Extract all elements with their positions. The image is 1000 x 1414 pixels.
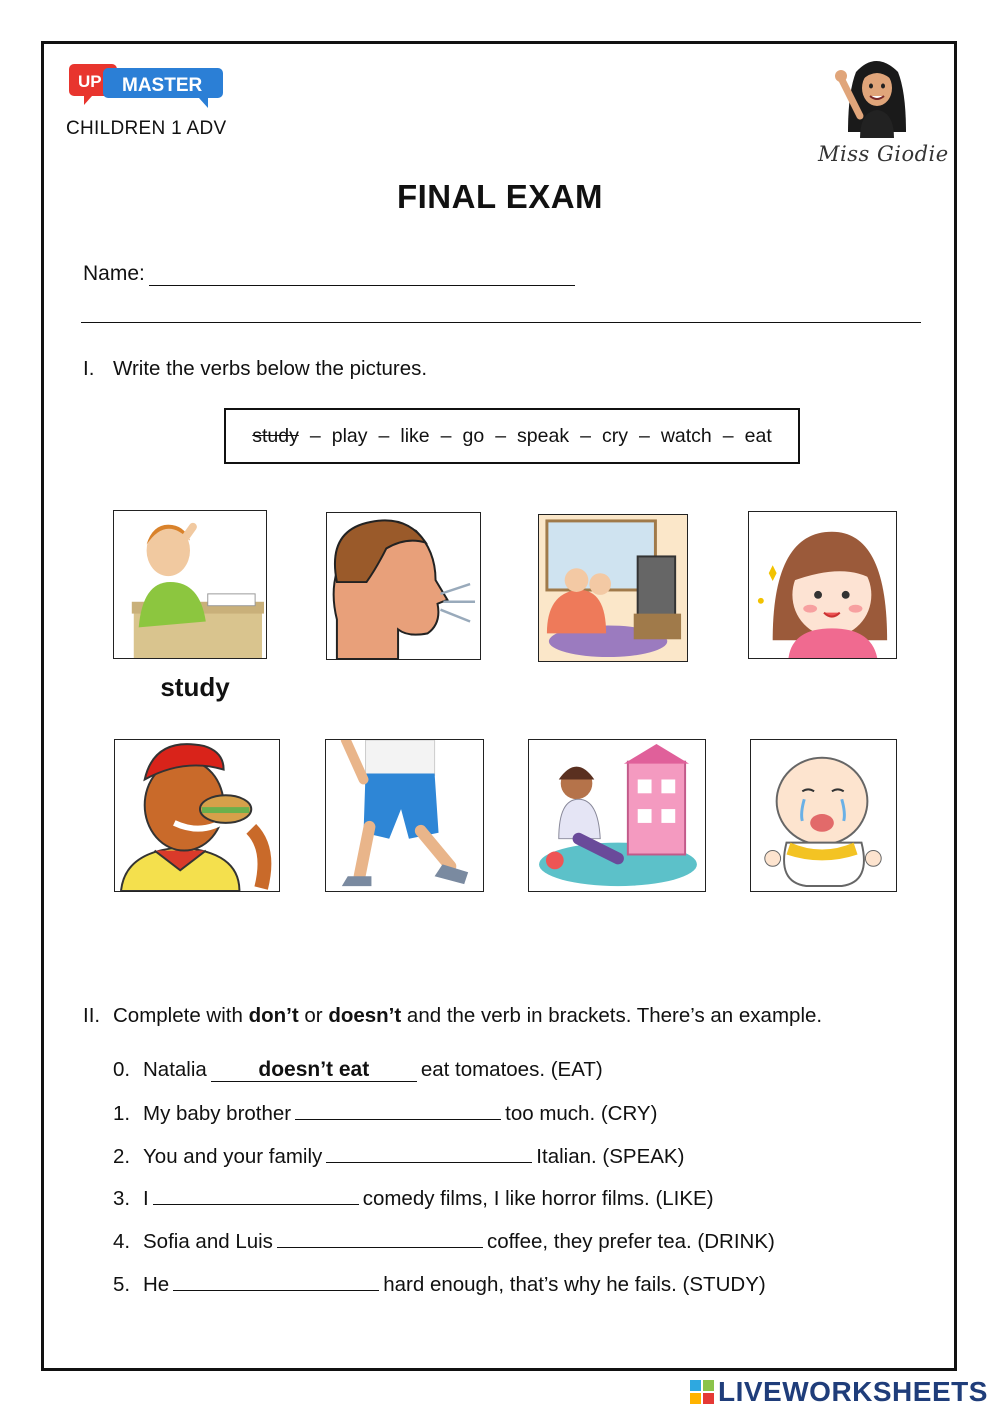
name-label: Name: [83, 262, 145, 285]
sentence-before: You and your family [143, 1145, 323, 1168]
picture-like [748, 511, 897, 659]
word-separator: – [309, 424, 321, 447]
worksheet-frame [41, 41, 957, 1371]
sentence-5 [113, 1272, 766, 1297]
word-separator: – [722, 424, 734, 447]
dont-keyword: don’t [248, 1004, 299, 1027]
picture-play [528, 739, 706, 892]
sentence-before: He [143, 1273, 170, 1296]
sentence-after: comedy films, I like horror films. (LIKE) [362, 1187, 714, 1210]
sentence-1 [113, 1101, 657, 1126]
example-answer: study [160, 672, 230, 702]
word-bank-item: watch [660, 424, 712, 447]
liveworksheets-icon [690, 1380, 716, 1406]
sentence-before: Sofia and Luis [143, 1230, 273, 1253]
sentence-number: 3. [113, 1187, 131, 1210]
sentence-after: hard enough, that’s why he fails. (STUDY) [383, 1273, 766, 1296]
answer-blank[interactable] [295, 1101, 501, 1120]
name-input-line[interactable] [149, 265, 575, 286]
sentence-after: eat tomatoes. (EAT) [420, 1058, 603, 1081]
answer-blank[interactable] [326, 1144, 532, 1163]
section-2-instruction-post: and the verb in brackets. There’s an example. [401, 1004, 823, 1027]
sentence-number: 2. [113, 1145, 131, 1168]
answer-blank[interactable] [173, 1272, 379, 1291]
word-bank-item: study [252, 424, 299, 447]
teacher-signature: Miss Giodie [818, 142, 949, 166]
picture-go [325, 739, 484, 892]
sentence-after: coffee, they prefer tea. (DRINK) [486, 1230, 775, 1253]
sentence-2 [113, 1144, 684, 1169]
sentence-number: 5. [113, 1273, 131, 1296]
sentence-0 [113, 1058, 603, 1082]
logo-up-text: UP [78, 72, 102, 91]
picture-watch [538, 514, 688, 662]
divider [81, 322, 921, 323]
liveworksheets-brand[interactable]: LIVEWORKSHEETS [718, 1376, 988, 1407]
word-separator: – [440, 424, 452, 447]
section-2-instruction-pre: Complete with [113, 1004, 249, 1027]
answer-blank[interactable] [153, 1186, 359, 1205]
course-level: CHILDREN 1 ADV [66, 118, 227, 139]
picture-eat [114, 739, 280, 892]
answer-blank[interactable] [277, 1229, 483, 1248]
section-2-heading [83, 1004, 822, 1028]
sentence-number: 0. [113, 1058, 131, 1081]
section-2-number: II. [83, 1004, 101, 1027]
sentence-4 [113, 1229, 775, 1254]
word-bank-item: eat [744, 424, 772, 447]
sentence-after: too much. (CRY) [505, 1102, 658, 1125]
name-row [83, 262, 575, 286]
word-bank-item: like [400, 424, 430, 447]
sentence-after: Italian. (SPEAK) [536, 1145, 685, 1168]
word-separator: – [378, 424, 390, 447]
word-separator: – [495, 424, 507, 447]
logo-master-text: MASTER [122, 75, 203, 96]
word-separator: – [580, 424, 591, 447]
teacher-avatar [826, 52, 926, 142]
word-bank-item: cry [601, 424, 628, 447]
word-bank-item: play [331, 424, 368, 447]
up-master-logo [68, 60, 224, 110]
sentence-number: 4. [113, 1230, 131, 1253]
section-1-number: I. [83, 357, 95, 380]
sentence-number: 1. [113, 1102, 131, 1125]
section-1-heading [83, 357, 427, 381]
word-bank-item: speak [517, 424, 570, 447]
section-1-instruction: Write the verbs below the pictures. [113, 357, 428, 380]
exam-title: FINAL EXAM [396, 178, 604, 215]
section-2-instruction-or: or [298, 1004, 329, 1027]
picture-cry [750, 739, 897, 892]
sentence-before: I [143, 1187, 149, 1210]
word-separator: – [638, 424, 650, 447]
picture-speak [326, 512, 481, 660]
word-bank-item: go [462, 424, 485, 447]
example-answer-blank: doesn’t eat [211, 1059, 417, 1082]
doesnt-keyword: doesn’t [328, 1004, 402, 1027]
sentence-before: Natalia [143, 1058, 207, 1081]
sentence-3 [113, 1186, 714, 1211]
word-bank [224, 408, 800, 464]
picture-study [113, 510, 267, 659]
sentence-before: My baby brother [143, 1102, 292, 1125]
